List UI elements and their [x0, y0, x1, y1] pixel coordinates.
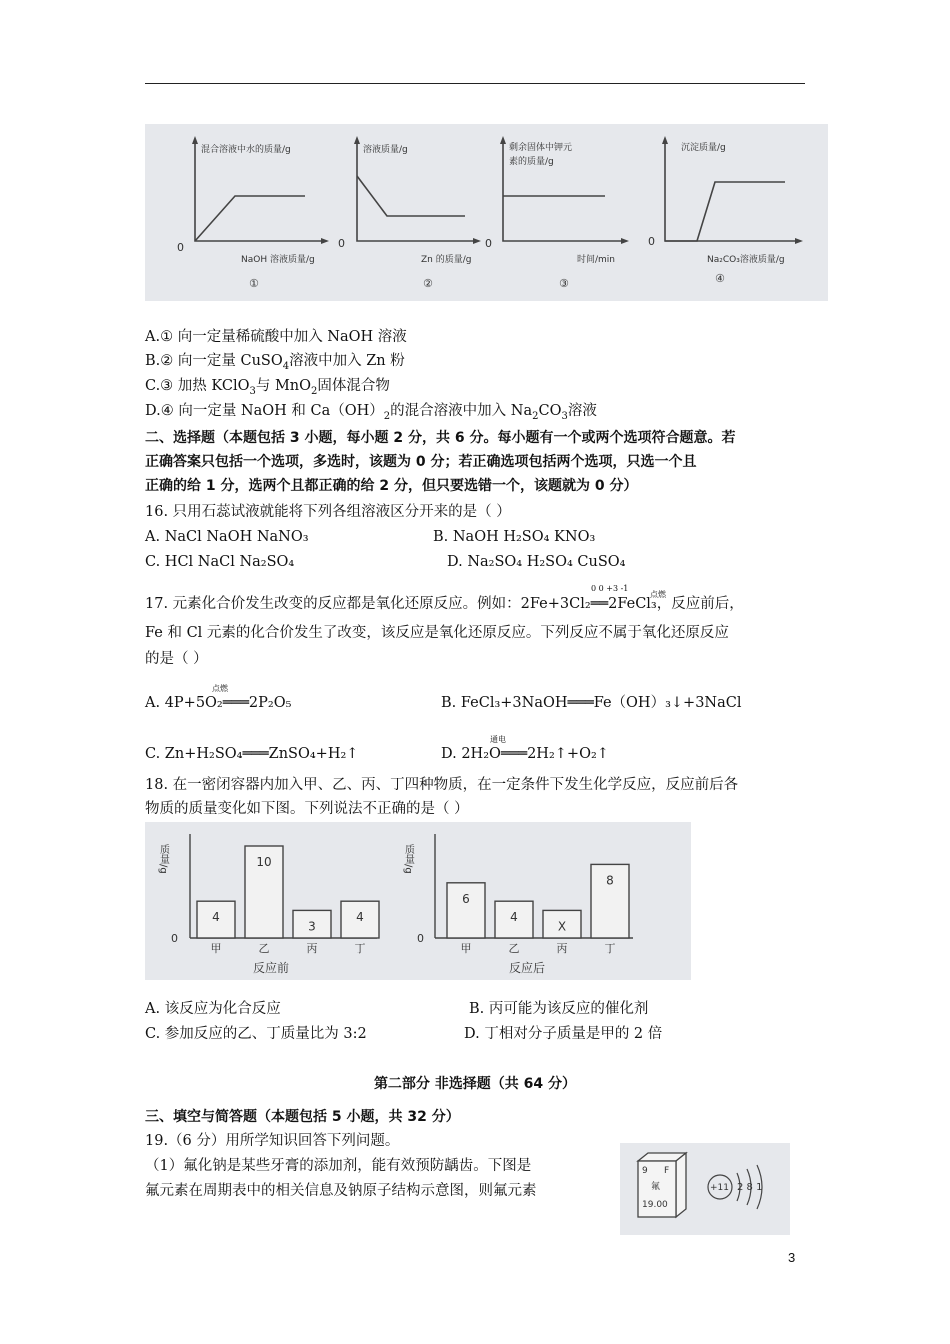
q15-option-d: D.④ 向一定量 NaOH 和 $Ca(OH)_2$的混合溶液中加入 $Na_2CO_3$溶液: [145, 403, 597, 422]
q18-option-a: A. 该反应为化合反应: [145, 1001, 281, 1017]
after-bar-value-2: 4: [510, 910, 518, 925]
q19-line3: 氟元素在周期表中的相关信息及钠原子结构示意图，则氟元素: [145, 1183, 537, 1199]
before-title: 反应前: [253, 961, 290, 975]
q15-option-b: B.② 向一定量 CuSO$_4$溶液中加入 Zn 粉: [145, 353, 405, 372]
q17-a-condition: 点燃: [212, 684, 228, 693]
q18-option-c: C. 参加反应的乙、丁质量比为 3:2: [145, 1026, 367, 1042]
q18-option-d: D. 丁相对分子质量是甲的 2 倍: [464, 1026, 663, 1042]
before-bar-label-1: 甲: [210, 942, 222, 955]
q17-eq-condition: 点燃: [650, 590, 666, 599]
after-bar-label-3: 丙: [556, 942, 568, 955]
q17-example-equation: 2Fe+3Cl₂══2FeCl₃: [520, 596, 657, 612]
section2-line2: 正确答案只包括一个选项，多选时，该题为 0 分；若正确选项包括两个选项，只选一个且: [145, 454, 697, 470]
graph2-xlabel: Zn 的质量/g: [421, 255, 472, 265]
page-number: 3: [788, 1250, 796, 1265]
graph2-ylabel: 溶液质量/g: [363, 145, 408, 155]
after-bars: [447, 864, 629, 955]
graph2-origin: 0: [338, 237, 345, 250]
section2-line3: 正确的给 1 分，选两个且都正确的给 2 分，但只要选错一个，该题就为 0 分）: [145, 478, 638, 494]
before-bar-value-4: 4: [356, 910, 364, 925]
q17-option-c: C. Zn+H₂SO₄═══ZnSO₄+H₂↑: [145, 746, 359, 762]
graph3-ylabel: 剩余固体中钾元: [509, 143, 573, 153]
after-bar-value-1: 6: [462, 891, 470, 906]
graph1-ylabel: 混合溶液中水的质量/g: [201, 145, 291, 155]
q16-option-c: C. HCl NaCl Na₂SO₄: [145, 554, 295, 570]
q18-option-b: B. 丙可能为该反应的催化剂: [469, 1001, 649, 1017]
atom-shells: 2 8 1: [737, 1182, 763, 1193]
before-bar-label-2: 乙: [258, 942, 270, 955]
graph4-xlabel: Na₂CO₃溶液质量/g: [707, 255, 785, 265]
graph3-origin: 0: [485, 237, 492, 250]
graph3-xlabel: 时间/min: [577, 255, 616, 265]
fluorine-sodium-figure: [620, 1143, 790, 1235]
after-bar-value-4: 8: [606, 873, 614, 888]
q19-line2: （1）氟化钠是某些牙膏的添加剂，能有效预防龋齿。下图是: [145, 1158, 532, 1174]
after-bar-label-1: 甲: [460, 942, 472, 955]
graph2-number: ②: [423, 277, 433, 290]
after-bar-label-2: 乙: [508, 942, 520, 955]
before-bar-label-4: 丁: [354, 942, 366, 955]
graphs-figure: [145, 124, 828, 301]
after-origin: 0: [417, 932, 424, 945]
header-rule: [145, 83, 805, 84]
element-number: 9: [642, 1166, 648, 1176]
after-ylabel: 质量/g: [402, 844, 414, 874]
mass-bar-figure: [145, 822, 691, 980]
graph3-number: ③: [559, 277, 569, 290]
before-origin: 0: [171, 932, 178, 945]
q17-line3: 的是（ ）: [145, 651, 208, 667]
q17-option-d: D. 2H₂O═══2H₂↑+O₂↑: [441, 746, 609, 762]
after-bar-label-4: 丁: [604, 942, 616, 955]
element-name: 氟: [651, 1182, 661, 1192]
q16-option-b: B. NaOH H₂SO₄ KNO₃: [433, 529, 596, 545]
graph1-xlabel: NaOH 溶液质量/g: [241, 255, 315, 265]
q15-option-a: A.① 向一定量稀硫酸中加入 NaOH 溶液: [145, 329, 407, 345]
graph4-ylabel: 沉淀质量/g: [681, 143, 726, 153]
after-title: 反应后: [509, 961, 546, 975]
q17-option-a: A. 4P+5O₂═══2P₂O₅: [145, 695, 292, 711]
graph3-ylabel2: 素的质量/g: [509, 157, 554, 167]
before-bar-value-1: 4: [212, 910, 220, 925]
q17-d-condition: 通电: [490, 735, 506, 744]
before-bar-value-2: 10: [256, 855, 272, 869]
section3-title: 三、填空与简答题（本题包括 5 小题，共 32 分）: [145, 1109, 460, 1125]
before-bar-label-3: 丙: [306, 942, 318, 955]
part2-title: 第二部分 非选择题（共 64 分）: [373, 1076, 577, 1092]
q16-stem: 16. 只用石蕊试液就能将下列各组溶液区分开来的是（ ）: [145, 504, 511, 520]
q17-option-b: B. FeCl₃+3NaOH═══Fe（OH）₃↓+3NaCl: [441, 695, 742, 711]
q17-line2: Fe 和 Cl 元素的化合价发生了改变，该反应是氧化还原反应。下列反应不属于氧化还原反应: [145, 625, 729, 641]
before-bar-value-3: 3: [308, 919, 316, 934]
element-mass: 19.00: [642, 1200, 668, 1210]
q18-line2: 物质的质量变化如下图。下列说法不正确的是（ ）: [145, 801, 469, 817]
graph1-origin: 0: [177, 241, 184, 254]
after-bar-value-3: X: [557, 919, 567, 934]
before-ylabel: 质量/g: [157, 844, 169, 874]
q19-line1: 19.（6 分）用所学知识回答下列问题。: [145, 1133, 400, 1149]
graph1-number: ①: [249, 277, 259, 290]
section2-line1: 二、选择题（本题包括 3 小题，每小题 2 分，共 6 分。每小题有一个或两个选项符合题意。若: [145, 430, 736, 446]
q15-option-c: C.③ 加热 KClO$_3$与 MnO$_2$固体混合物: [145, 378, 390, 397]
q16-option-d: D. Na₂SO₄ H₂SO₄ CuSO₄: [447, 554, 626, 570]
q18-line1: 18. 在一密闭容器内加入甲、乙、丙、丁四种物质，在一定条件下发生化学反应，反应前后各: [145, 777, 739, 793]
graph4-number: ④: [715, 272, 725, 285]
atom-nucleus: +11: [710, 1183, 729, 1193]
q16-option-a: A. NaCl NaOH NaNO₃: [145, 529, 309, 545]
element-symbol: F: [664, 1166, 670, 1176]
q17-oxidation-states: 0 0 +3 -1: [591, 584, 629, 593]
graph4-origin: 0: [648, 235, 655, 248]
q17-line1: 17. 元素化合价发生改变的反应都是氧化还原反应。例如：2Fe+3Cl₂══2FeCl₃，反应前后，: [145, 596, 744, 612]
